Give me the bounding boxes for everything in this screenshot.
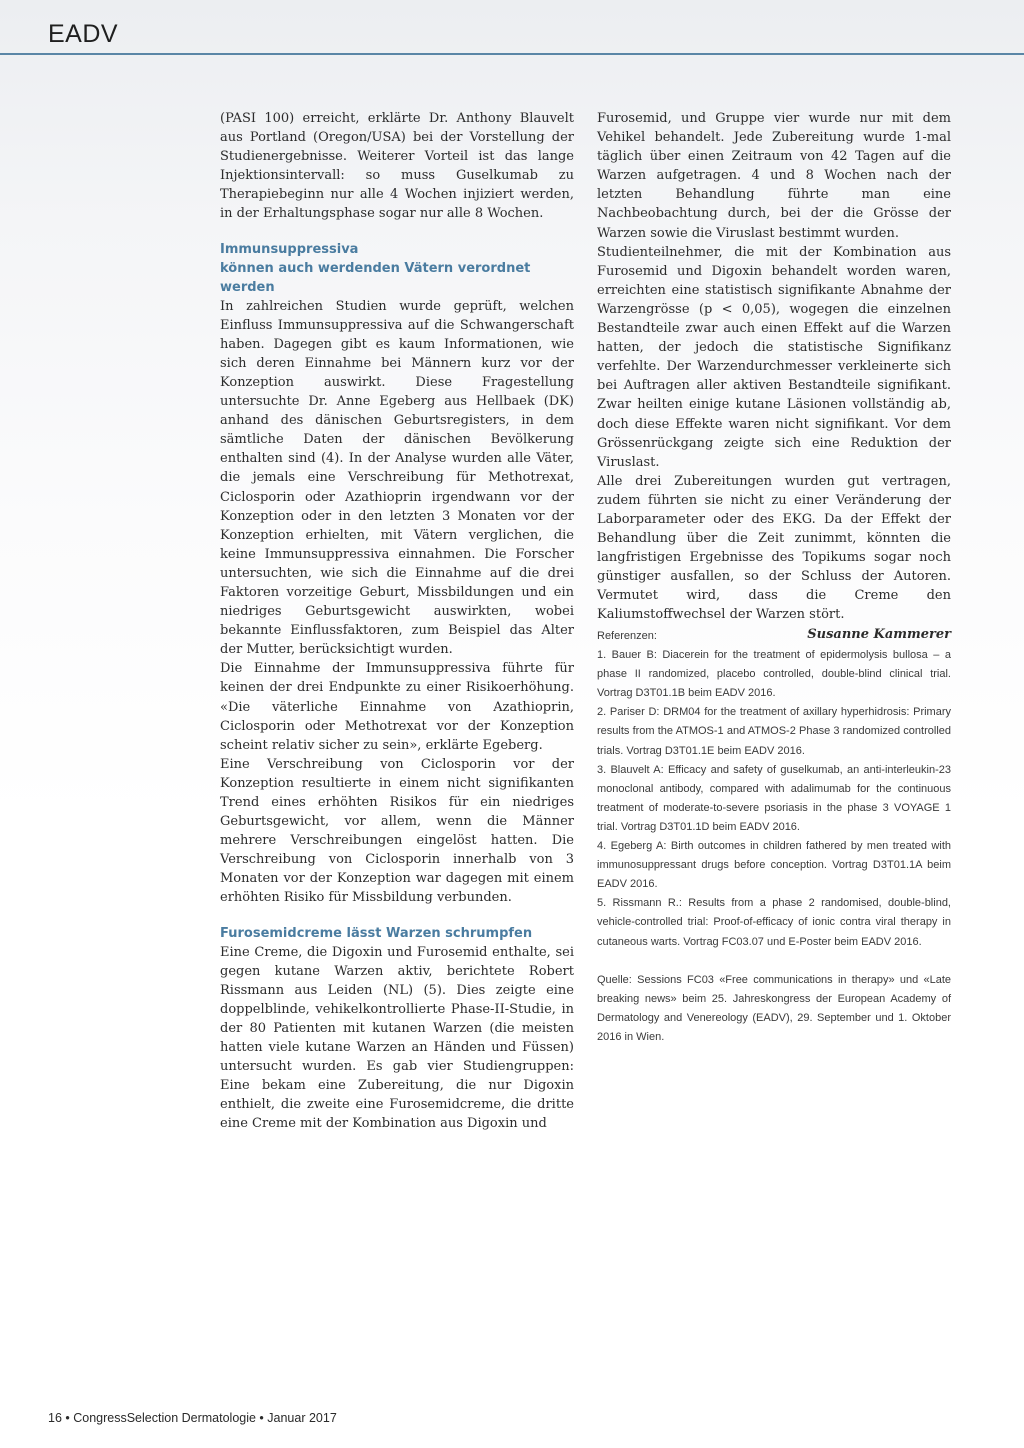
body-paragraph: Eine Verschreibung von Ciclosporin vor der Konzeption resultierte in einem nicht signifikanten Trend eines erhöhten Risikos für ein niedriges Geburtsgewicht, vor allem, wenn die Männer mehrere Verschreibungen eingelöst hatten. Die Verschreibung von Ciclosporin innerhalb von 3 Monaten vor der Konzeption war dagegen mit einem erhöhten Risiko für Missbildung verbunden. [220,756,574,906]
reference-item: 3. Blauvelt A: Efficacy and safety of guselkumab, an anti-interleukin-23 monoclonal antibody, compared with adalimumab for the continuous treatment of moderate-to-severe psoriasis in the phase 3 VOYAGE 1 trial. Vortrag D3T01.1D beim EADV 2016. [597,763,951,833]
body-paragraph: Die Einnahme der Immunsuppressiva führte für keinen der drei Endpunkte zu einer Risikoerhöhung. «Die väterliche Einnahme von Azathioprin, Ciclosporin oder Methotrexat vor der Konzeption scheint relativ sicher zu sein», erklärte Egeberg. [220,661,574,753]
page-footer: 16 • CongressSelection Dermatologie • Januar 2017 [48,1411,337,1425]
body-paragraph: Alle drei Zubereitungen wurden gut vertragen, zudem führten sie nicht zu einer Veränderung der Laborparameter oder des EKG. Da der Effekt der Behandlung über die Zeit zunimmt, könnten die langfristigen Ergebnisse des Topikums sogar noch günstiger ausfallen, so der Schluss der Autoren. Vermutet wird, dass die Creme den Kaliumstoffwechsel der Warzen stört. [597,473,951,623]
section-label: EADV [48,20,119,48]
references-block [597,627,951,1047]
body-paragraph: Eine Creme, die Digoxin und Furosemid enthalte, sei gegen kutane Warzen aktiv, berichtete Robert Rissmann aus Leiden (NL) (5). Dies zeigte eine doppelblinde, vehikelkontrollierte Phase-II-Studie, in der 80 Patienten mit kutanen Warzen (die meisten hatten viele kutane Warzen an Händen und Füssen) untersucht wurden. Es gab vier Studiengruppen: Eine bekam eine Zubereitung, die nur Digoxin enthielt, die zweite eine Furosemidcreme, die dritte eine Creme mit der Kombination aus Digoxin und [220,944,574,1132]
reference-item: 2. Pariser D: DRM04 for the treatment of axillary hyperhidrosis: Primary results from the ATMOS-1 and ATMOS-2 Phase 3 randomized controlled trials. Vortrag D3T01.1E beim EADV 2016. [597,706,951,757]
references-title: Referenzen: [597,630,657,642]
right-column [597,109,951,644]
body-paragraph: In zahlreichen Studien wurde geprüft, welchen Einfluss Immunsuppressiva auf die Schwangerschaft haben. Dagegen gibt es kaum Informationen, wie sich deren Einnahme bei Männern kurz vor der Konzeption auswirkt. Diese Fragestellung untersuchte Dr. Anne Egeberg aus Hellbaek (DK) anhand des dänischen Geburtsregisters, in dem sämtliche Daten der dänischen Bevölkerung enthalten sind (4). In der Analyse wurden alle Väter, die jemals eine Verschreibung für Methotrexat, Ciclosporin oder Azathioprin irgendwann vor der Konzeption oder in den letzten 3 Monaten vor der Konzeption erhielten, mit Vätern verglichen, die keine Immunsuppressiva einnahmen. Die Forscher untersuchten, wie sich die Einnahme auf die drei Faktoren vorzeitige Geburt, Missbildungen und ein niedriges Geburtsgewicht auswirkten, wobei bekannte Einflussfaktoren, zum Beispiel das Alter der Mutter, berücksichtigt wurden. [220,298,574,658]
body-paragraph: Furosemid, und Gruppe vier wurde nur mit dem Vehikel behandelt. Jede Zubereitung wurde 1-mal täglich über einen Zeitraum von 42 Tagen auf die Warzen aufgetragen. 4 und 8 Wochen nach der letzten Behandlung führte man eine Nachbeobachtung durch, bei der die Grösse der Warzen sowie die Viruslast bestimmt wurden. [597,111,951,241]
section-heading-immunosuppressants [220,240,574,297]
source-note: Quelle: Sessions FC03 «Free communications in therapy» und «Late breaking news» beim 25. Jahreskongress der European Academy of Dermatology and Venereology (EADV), 29. September und 1. Oktober 2016 in Wien. [597,973,951,1043]
reference-item: 4. Egeberg A: Birth outcomes in children fathered by men treated with immunosuppressant drugs before conception. Vortrag D3T01.1A beim EADV 2016. [597,840,951,891]
reference-item: 5. Rissmann R.: Results from a phase 2 randomised, double-blind, vehicle-controlled trial: Proof-of-efficacy of ionic contra viral therapy in cutaneous warts. Vortrag FC03.07 und E-Poster beim EADV 2016. [597,897,951,948]
heading-line-1: Immunsuppressiva [220,241,359,257]
reference-item: 1. Bauer B: Diacerein for the treatment of epidermolysis bullosa – a phase II randomized, placebo controlled, double-blind clinical trial. Vortrag D3T01.1B beim EADV 2016. [597,649,951,700]
author-byline: Susanne Kammerer [807,626,951,642]
section-heading-furosemide: Furosemidcreme lässt Warzen schrumpfen [220,925,533,941]
heading-line-2: können auch werdenden Vätern verordnet werden [220,260,531,295]
intro-paragraph: (PASI 100) erreicht, erklärte Dr. Anthony Blauvelt aus Portland (Oregon/USA) bei der Vorstellung der Studienergebnisse. Weiterer Vorteil ist das lange Injektionsintervall: so muss Guselkumab zu Therapiebeginn nur alle 4 Wochen injiziert werden, in der Erhaltungsphase sogar nur alle 8 Wochen. [220,111,574,222]
body-paragraph: Studienteilnehmer, die mit der Kombination aus Furosemid und Digoxin behandelt worden waren, erreichten eine statistisch signifikante Abnahme der Warzengrösse (p < 0,05), wogegen die einzelnen Bestandteile zwar auch einen Effekt auf die Warzen hatten, der jedoch die statistische Signifikanz verfehlte. Der Warzendurchmesser verkleinerte sich bei Auftragen aller aktiven Bestandteile signifikant. Zwar heilten einige kutane Läsionen vollständig ab, doch diese Effekte waren nicht signifikant. Vor dem Grössenrückgang zeigte sich eine Reduktion der Viruslast. [597,244,951,470]
header-divider [0,53,1024,55]
left-column [220,109,574,1134]
